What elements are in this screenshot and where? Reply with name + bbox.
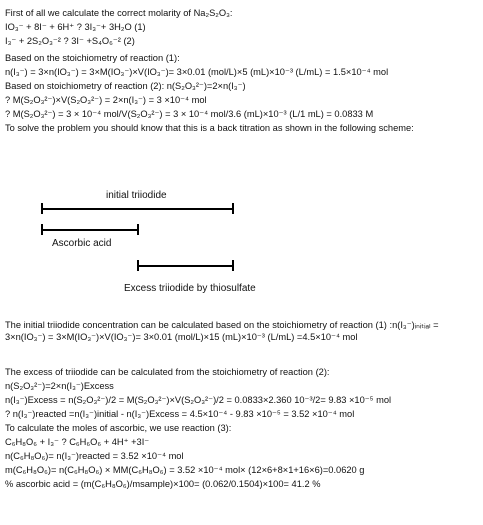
back-titration-note: To solve the problem you should know that this is a back titration as shown in the following scheme: (5, 123, 414, 133)
excess-relation: n(S₂O₃²⁻)=2×n(I₃⁻)Excess (5, 381, 114, 391)
stoichiometry-2-line: Based on stoichiometry of reaction (2): n(S₂O₃²⁻)=2×n(I₃⁻) (5, 81, 246, 91)
percent-ascorbic-line: % ascorbic acid = (m(C₆H₈O₆)/msample)×100= (0.062/0.1504)×100= 41.2 % (5, 479, 321, 489)
reacted-calculation: ? n(I₃⁻)reacted =n(I₃⁻)initial - n(I₃⁻)Excess = 4.5×10⁻⁴ - 9.83 ×10⁻⁵ = 3.52 ×10⁻⁴ mol (5, 409, 355, 419)
scheme-label-excess: Excess triiodide by thiosulfate (124, 283, 256, 294)
scheme-tick-ascorbic-end (137, 224, 139, 235)
scheme-tick-ascorbic-start (41, 224, 43, 235)
triiodide-moles-line: n(I₃⁻) = 3×n(IO₃⁻) = 3×M(IO₃⁻)×V(IO₃⁻)= 3×0.01 (mol/L)×5 (mL)×10⁻³ (L/mL) = 1.5×10⁻⁴ mol (5, 67, 389, 77)
scheme-tick-initial-end (232, 203, 234, 214)
ascorbic-moles-heading: To calculate the moles of ascorbic, we use reaction (3): (5, 423, 232, 433)
excess-heading: The excess of triiodide can be calculated from the stoichiometry of reaction (2): (5, 367, 330, 377)
intro-line: First of all we calculate the correct molarity of Na₂S₂O₃: (5, 8, 233, 18)
scheme-label-ascorbic: Ascorbic acid (52, 238, 112, 249)
ascorbic-moles-line: n(C₆H₈O₆)= n(I₃⁻)reacted = 3.52 ×10⁻⁴ mol (5, 451, 184, 461)
stoichiometry-1-heading: Based on the stoichiometry of reaction (1): (5, 53, 180, 63)
reaction-3: C₆H₈O₆ + I₃⁻ ? C₆H₆O₆ + 4H⁺ +3I⁻ (5, 437, 150, 447)
thiosulfate-moles-line: ? M(S₂O₃²⁻)×V(S₂O₃²⁻) = 2×n(I₃⁻) = 3 ×10⁻⁴ mol (5, 95, 207, 105)
initial-triiodide-paragraph: The initial triiodide concentration can be calculated based on the stoichiometry of reaction (1) :n(I₃⁻)ᵢₙᵢₜᵢₐₗ = 3×n(IO₃⁻) = 3×M(IO₃⁻)×V(IO₃⁻)= 3×0.01 (mol/L)×15 (mL)×10⁻³ (L/mL) =4.5×10⁻⁴ mol (5, 320, 439, 343)
scheme-bar-excess (137, 265, 234, 267)
scheme-tick-excess-start (137, 260, 139, 271)
scheme-tick-initial-start (41, 203, 43, 214)
scheme-bar-ascorbic (41, 229, 139, 231)
excess-calculation: n(I₃⁻)Excess = n(S₂O₃²⁻)/2 = M(S₂O₃²⁻)×V(S₂O₃²⁻)/2 = 0.0833×2.360 10⁻³/2= 9.83 ×10⁻⁵ mol (5, 395, 392, 405)
scheme-bar-initial (41, 208, 234, 210)
ascorbic-mass-line: m(C₆H₈O₆)= n(C₆H₈O₆) × MM(C₆H₈O₆) = 3.52 ×10⁻⁴ mol× (12×6+8×1+16×6)=0.0620 g (5, 465, 365, 475)
reaction-1: IO₃⁻ + 8I⁻ + 6H⁺ ? 3I₃⁻+ 3H₂O (1) (5, 22, 146, 32)
reaction-2: I₃⁻ + 2S₂O₃⁻² ? 3I⁻ +S₄O₆⁻² (2) (5, 36, 135, 46)
scheme-label-initial: initial triiodide (106, 190, 167, 201)
thiosulfate-molarity-line: ? M(S₂O₃²⁻) = 3 × 10⁻⁴ mol/V(S₂O₃²⁻) = 3 × 10⁻⁴ mol/3.6 (mL)×10⁻³ (L/1 mL) = 0.0833 M (5, 109, 374, 119)
scheme-tick-excess-end (232, 260, 234, 271)
